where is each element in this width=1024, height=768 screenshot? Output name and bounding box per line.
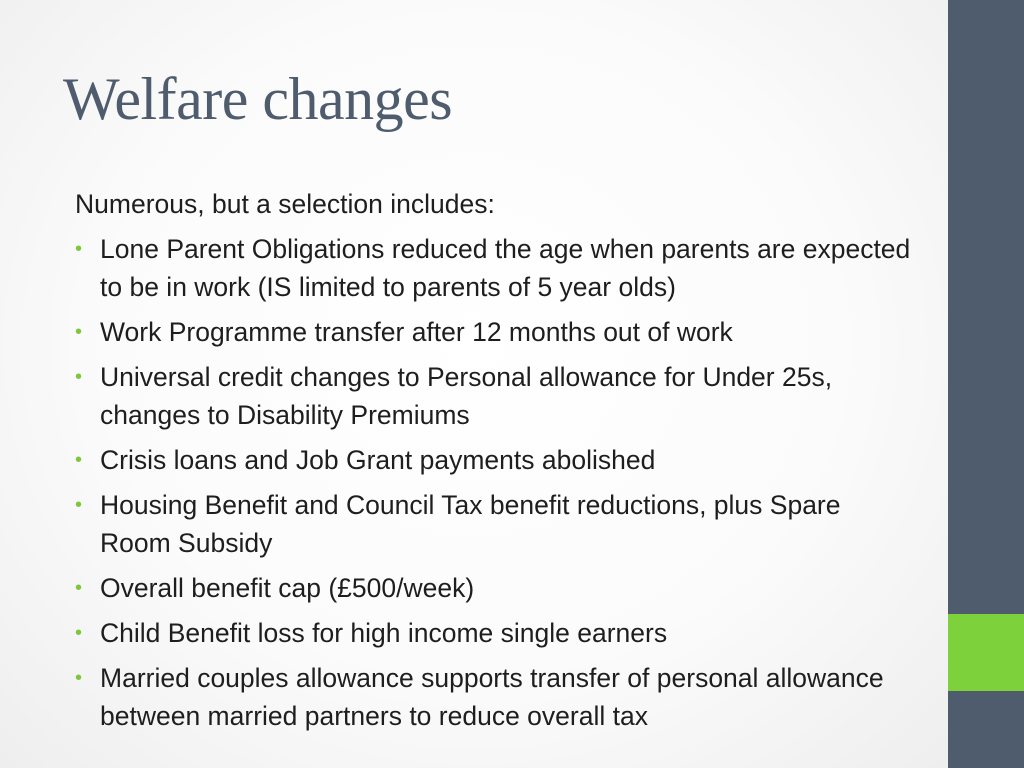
bullet-item — [75, 659, 915, 735]
bullet-item — [75, 569, 915, 607]
bullet-icon: • — [75, 622, 83, 644]
bullet-item — [75, 614, 915, 652]
bullet-item — [75, 358, 915, 434]
bullet-text: Overall benefit cap (£500/week) — [100, 573, 475, 603]
bullet-icon: • — [75, 321, 83, 343]
slide-title: Welfare changes — [63, 66, 453, 132]
bullet-icon: • — [75, 449, 83, 471]
bullet-text: Housing Benefit and Council Tax benefit reductions, plus Spare Room Subsidy — [100, 490, 841, 558]
bullet-item — [75, 230, 915, 306]
side-accent-block — [948, 614, 1024, 691]
bullet-text: Child Benefit loss for high income single earners — [100, 618, 668, 648]
bullet-icon: • — [75, 577, 83, 599]
bullet-icon: • — [75, 238, 83, 260]
bullet-icon: • — [75, 366, 83, 388]
bullet-item — [75, 441, 915, 479]
bullet-icon: • — [75, 667, 83, 689]
bullet-text: Work Programme transfer after 12 months out of work — [100, 317, 733, 347]
slide-content — [75, 185, 915, 742]
bullet-text: Married couples allowance supports transfer of personal allowance between married partners to reduce overall tax — [100, 663, 884, 731]
bullet-text: Universal credit changes to Personal allowance for Under 25s, changes to Disability Premiums — [100, 362, 833, 430]
bullet-list — [75, 230, 915, 735]
intro-text: Numerous, but a selection includes: — [75, 189, 495, 219]
bullet-item — [75, 313, 915, 351]
bullet-icon: • — [75, 494, 83, 516]
bullet-text: Crisis loans and Job Grant payments abolished — [100, 445, 656, 475]
bullet-text: Lone Parent Obligations reduced the age when parents are expected to be in work (IS limited to parents of 5 year olds) — [100, 234, 911, 302]
bullet-item — [75, 486, 915, 562]
